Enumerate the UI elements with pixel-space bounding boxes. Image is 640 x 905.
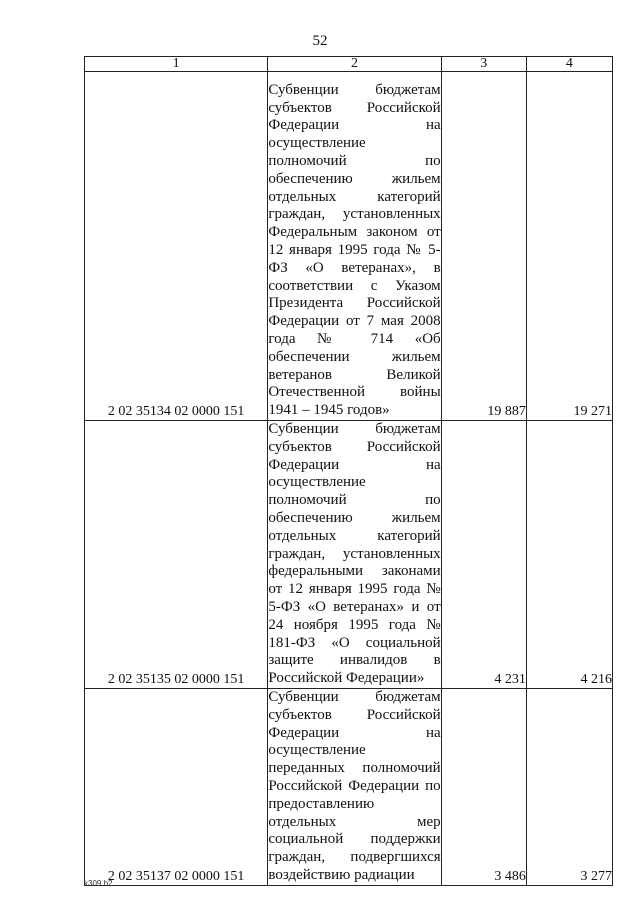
row-value-col4: 3 277 <box>526 688 612 885</box>
row-value-col4: 19 271 <box>526 72 612 421</box>
row-description: Субвенции бюджетам субъектов Российской Федерации на осуществление переданных полномочий Российской Федерации по предоставлению отдельных мер социальной поддержки граждан, подвергшихся воздействию радиации <box>268 688 441 885</box>
row-description: Субвенции бюджетам субъектов Российской Федерации на осуществление полномочий по обеспечению жильем отдельных категорий граждан, установленных федеральными законами от 12 января 1995 года № 5-ФЗ «О ветеранах» и от 24 ноября 1995 года № 181-ФЗ «О социальной защите инвалидов в Российской Федерации» <box>268 421 441 689</box>
row-code: 2 02 35134 02 0000 151 <box>85 72 268 421</box>
budget-table <box>84 56 613 886</box>
footer-document-code: k309 b2 <box>84 879 113 888</box>
row-value-col3: 3 486 <box>441 688 526 885</box>
table-row <box>85 72 613 421</box>
table-row <box>85 688 613 885</box>
page-number: 52 <box>312 33 328 49</box>
row-value-col4: 4 216 <box>526 421 612 689</box>
row-description: Субвенции бюджетам субъектов Российской Федерации на осуществление полномочий по обеспечению жильем отдельных категорий граждан, установленных Федеральным законом от 12 января 1995 года № 5-ФЗ «О ветеранах», в соответствии с Указом Президента Российской Федерации от 7 мая 2008 года № 714 «Об обеспечении жильем ветеранов Великой Отечественной войны 1941 – 1945 годов» <box>268 72 441 421</box>
header-col-2: 2 <box>268 57 441 72</box>
table-header-row <box>85 57 613 72</box>
row-code: 2 02 35135 02 0000 151 <box>85 421 268 689</box>
table-row <box>85 421 613 689</box>
header-col-3: 3 <box>441 57 526 72</box>
row-value-col3: 4 231 <box>441 421 526 689</box>
header-col-1: 1 <box>85 57 268 72</box>
row-code: 2 02 35137 02 0000 151 <box>85 688 268 885</box>
header-col-4: 4 <box>526 57 612 72</box>
row-value-col3: 19 887 <box>441 72 526 421</box>
